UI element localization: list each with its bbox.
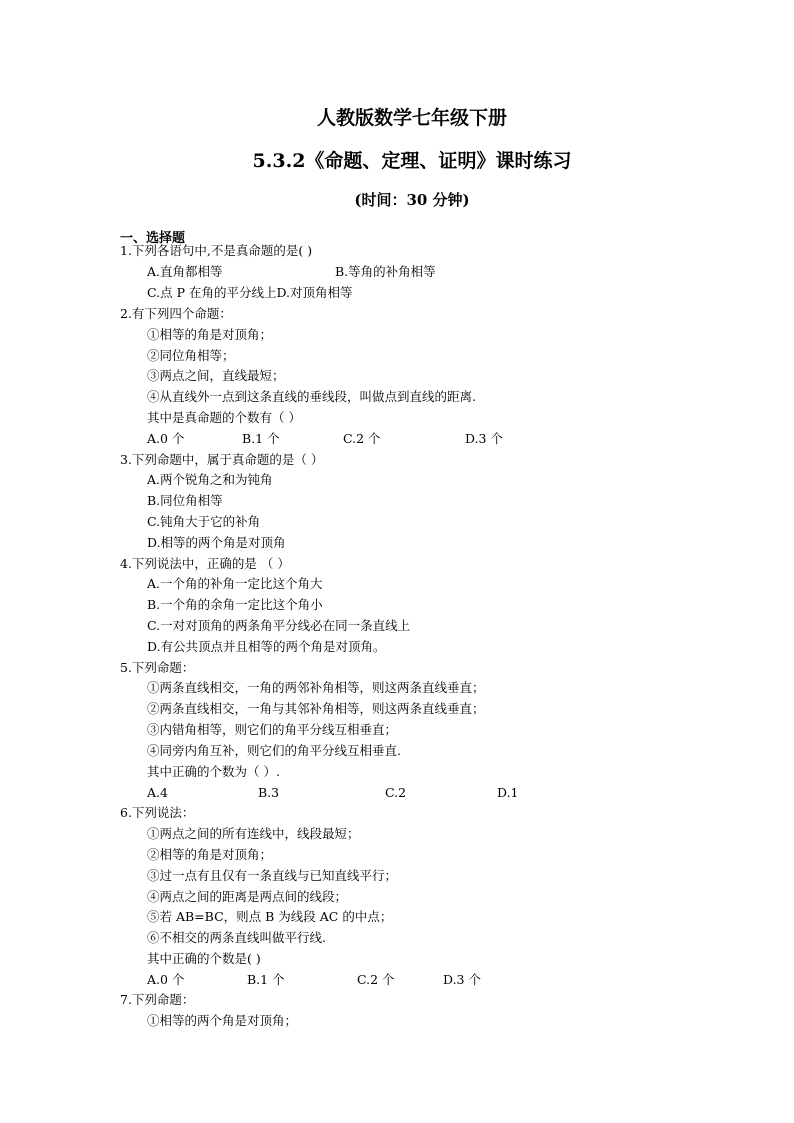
question-3-option-d: D.相等的两个角是对顶角 [147,535,286,550]
question-6-option-d: D.3 个 [443,972,481,987]
question-5-ask: 其中正确的个数为（ ）. [147,764,280,779]
question-5-option-d: D.1 [497,785,519,800]
question-4-stem: 4.下列说法中，正确的是 （ ） [120,556,290,571]
question-2-option-d: D.3 个 [465,431,503,446]
question-6-statement-4: ④两点之间的距离是两点间的线段； [147,889,348,904]
question-1-option-b: B.等角的补角相等 [335,264,436,279]
question-6-option-a: A.0 个 [147,972,185,987]
question-4-option-b: B.一个角的余角一定比这个角小 [147,597,323,612]
question-5-statement-3: ③内错角相等，则它们的角平分线互相垂直； [147,722,398,737]
question-1-option-cd: C.点 P 在角的平分线上D.对顶角相等 [147,285,353,300]
question-7-statement-1: ①相等的两个角是对顶角； [147,1013,298,1028]
question-6-ask: 其中正确的个数是( ) [147,951,261,966]
question-3-stem: 3.下列命题中，属于真命题的是（ ） [120,452,324,467]
question-4-option-a: A.一个角的补角一定比这个角大 [147,576,323,591]
question-2-ask: 其中是真命题的个数有（ ） [147,410,301,425]
question-2-statement-1: ①相等的角是对顶角； [147,327,273,342]
question-5-statement-1: ①两条直线相交，一角的两邻补角相等，则这两条直线垂直； [147,680,485,695]
question-6-statement-3: ③过一点有且仅有一条直线与已知直线平行； [147,868,398,883]
question-2-statement-4: ④从直线外一点到这条直线的垂线段，叫做点到直线的距离. [147,389,476,404]
question-2-stem: 2.有下列四个命题： [120,306,232,321]
question-3-option-b: B.同位角相等 [147,493,223,508]
question-3-option-c: C.钝角大于它的补角 [147,514,261,529]
question-5-option-c: C.2 [385,785,407,800]
question-1-stem: 1.下列各语句中,不是真命题的是( ) [120,243,313,258]
question-2-statement-3: ③两点之间，直线最短； [147,368,285,383]
question-6-stem: 6.下列说法： [120,805,195,820]
question-6-option-c: C.2 个 [357,972,395,987]
question-2-option-a: A.0 个 [147,431,185,446]
question-5-statement-2: ②两条直线相交，一角与其邻补角相等，则这两条直线垂直； [147,701,485,716]
question-6-statement-6: ⑥不相交的两条直线叫做平行线. [147,930,326,945]
question-7-stem: 7.下列命题： [120,992,195,1007]
question-4-option-c: C.一对对顶角的两条角平分线必在同一条直线上 [147,618,411,633]
question-2-option-c: C.2 个 [343,431,381,446]
question-6-statement-5: ⑤若 AB=BC，则点 B 为线段 AC 的中点； [147,909,393,924]
question-2-statement-2: ②同位角相等； [147,348,235,363]
time-limit: (时间：30 分钟) [354,191,470,209]
document-subtitle: 5.3.2《命题、定理、证明》课时练习 [252,150,572,172]
question-4-option-d: D.有公共顶点并且相等的两个角是对顶角。 [147,639,386,654]
document-title: 人教版数学七年级下册 [316,107,507,129]
question-3-option-a: A.两个锐角之和为钝角 [147,472,273,487]
question-5-option-a: A.4 [147,785,168,800]
question-5-option-b: B.3 [258,785,280,800]
question-6-statement-2: ②相等的角是对顶角； [147,847,273,862]
question-6-option-b: B.1 个 [247,972,285,987]
section-heading: 一、选择题 [120,231,186,246]
question-2-option-b: B.1 个 [242,431,280,446]
question-5-stem: 5.下列命题： [120,660,195,675]
question-1-option-a: A.直角都相等 [147,264,223,279]
question-6-statement-1: ①两点之间的所有连线中，线段最短； [147,826,360,841]
question-5-statement-4: ④同旁内角互补，则它们的角平分线互相垂直. [147,743,401,758]
